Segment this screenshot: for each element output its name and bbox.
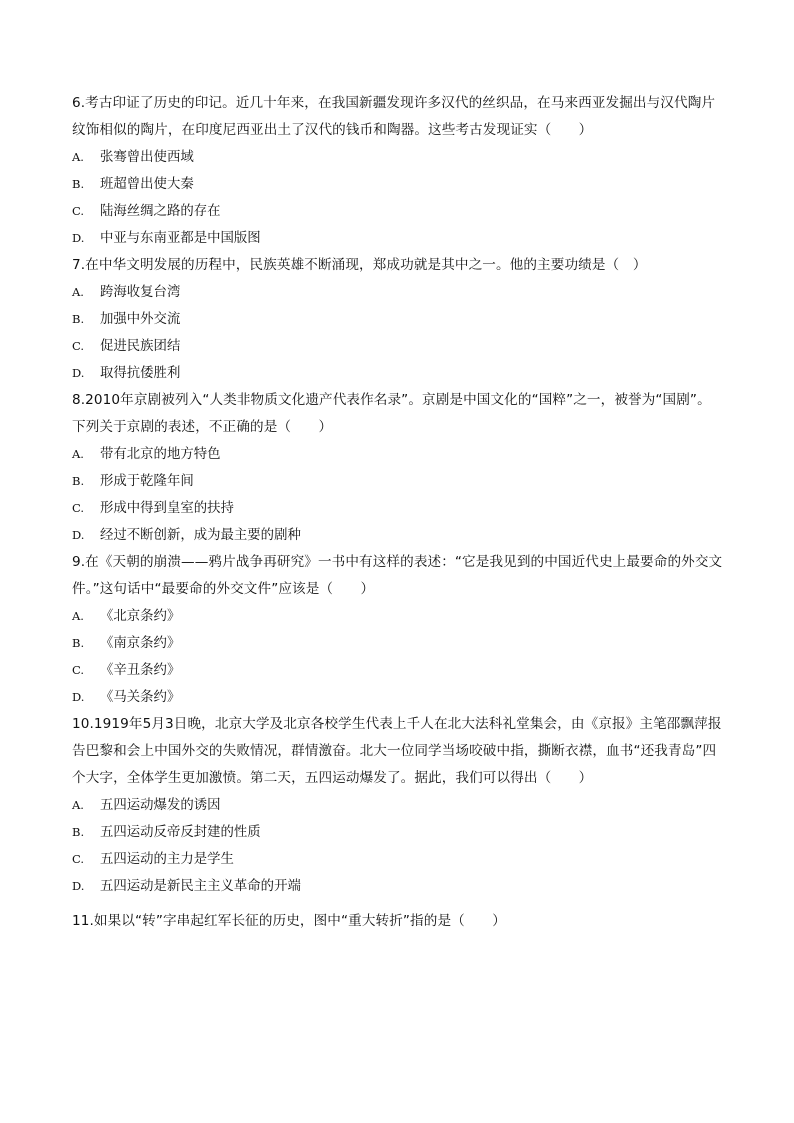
option-letter: B. [72,312,85,326]
option-letter: C. [72,204,85,218]
option-text: 班超曾出使大秦 [100,177,194,192]
question-6 [72,90,724,252]
option-letter: B. [72,825,85,839]
option-text: 五四运动是新民主主义革命的开端 [100,879,301,894]
option-text: 带有北京的地方特色 [100,447,221,462]
option-letter: A. [72,447,84,461]
question-stem: 11.如果以“转”字串起红军长征的历史，图中“重大转折”指的是（ ） [72,913,506,929]
option-c [72,657,724,684]
option-letter: A. [72,609,84,623]
option-text: 《辛丑条约》 [100,663,181,678]
option-text: 五四运动爆发的诱因 [100,798,221,813]
option-letter: A. [72,285,84,299]
question-10 [72,711,724,900]
option-text: 加强中外交流 [100,312,181,327]
option-text: 《北京条约》 [100,609,181,624]
option-d [72,873,724,900]
question-stem: 7.在中华文明发展的历程中，民族英雄不断涌现，郑成功就是其中之一。他的主要功绩是（ ） [72,257,647,273]
option-b [72,819,724,846]
option-text: 张骞曾出使西域 [100,150,194,165]
option-d [72,522,724,549]
option-text: 中亚与东南亚都是中国版图 [100,231,261,246]
option-a [72,279,724,306]
option-letter: C. [72,501,85,515]
option-b [72,171,724,198]
option-c [72,846,724,873]
option-letter: B. [72,474,85,488]
option-letter: C. [72,339,85,353]
question-8 [72,387,724,549]
option-letter: D. [72,528,85,542]
option-c [72,495,724,522]
question-11 [72,908,724,935]
option-letter: D. [72,879,85,893]
option-a [72,603,724,630]
option-letter: A. [72,150,84,164]
option-text: 五四运动的主力是学生 [100,852,234,867]
option-d [72,684,724,711]
option-text: 取得抗倭胜利 [100,366,181,381]
option-a [72,441,724,468]
option-letter: B. [72,177,85,191]
option-letter: A. [72,798,84,812]
option-b [72,468,724,495]
option-text: 促进民族团结 [100,339,181,354]
option-text: 《南京条约》 [100,636,181,651]
question-list [72,90,724,935]
option-d [72,360,724,387]
option-letter: D. [72,690,85,704]
option-text: 经过不断创新，成为最主要的剧种 [100,528,301,543]
option-text: 五四运动反帝反封建的性质 [100,825,261,840]
option-text: 形成于乾隆年间 [100,474,194,489]
option-text: 跨海收复台湾 [100,285,181,300]
option-text: 形成中得到皇室的扶持 [100,501,234,516]
option-text: 陆海丝绸之路的存在 [100,204,221,219]
question-stem: 6.考古印证了历史的印记。近几十年来，在我国新疆发现许多汉代的丝织品，在马来西亚发掘出与汉代陶片纹饰相似的陶片，在印度尼西亚出土了汉代的钱币和陶器。这些考古发现证实（ ） [72,95,716,138]
option-letter: D. [72,366,85,380]
option-text: 《马关条约》 [100,690,181,705]
question-stem: 8.2010年京剧被列入“人类非物质文化遗产代表作名录”。京剧是中国文化的“国粹”之一，被誉为“国剧”。下列关于京剧的表述，不正确的是（ ） [72,392,711,435]
question-stem: 10.1919年5月3日晚，北京大学及北京各校学生代表上千人在北大法科礼堂集会，由《京报》主笔邵飘萍报告巴黎和会上中国外交的失败情况，群情激奋。北大一位同学当场咬破中指，撕断衣襟，血书“还我青岛”四个大字，全体学生更加激愤。第二天，五四运动爆发了。据此，我们可以得出（ ） [72,716,722,786]
option-a [72,792,724,819]
question-7 [72,252,724,387]
question-9 [72,549,724,711]
option-letter: D. [72,231,85,245]
option-b [72,306,724,333]
option-b [72,630,724,657]
option-letter: C. [72,852,85,866]
option-letter: B. [72,636,85,650]
option-a [72,144,724,171]
question-stem: 9.在《天朝的崩溃——鸦片战争再研究》一书中有这样的表述：“它是我见到的中国近代史上最要命的外交文件。”这句话中“最要命的外交文件”应该是（ ） [72,554,723,597]
option-d [72,225,724,252]
option-c [72,333,724,360]
option-c [72,198,724,225]
option-letter: C. [72,663,85,677]
